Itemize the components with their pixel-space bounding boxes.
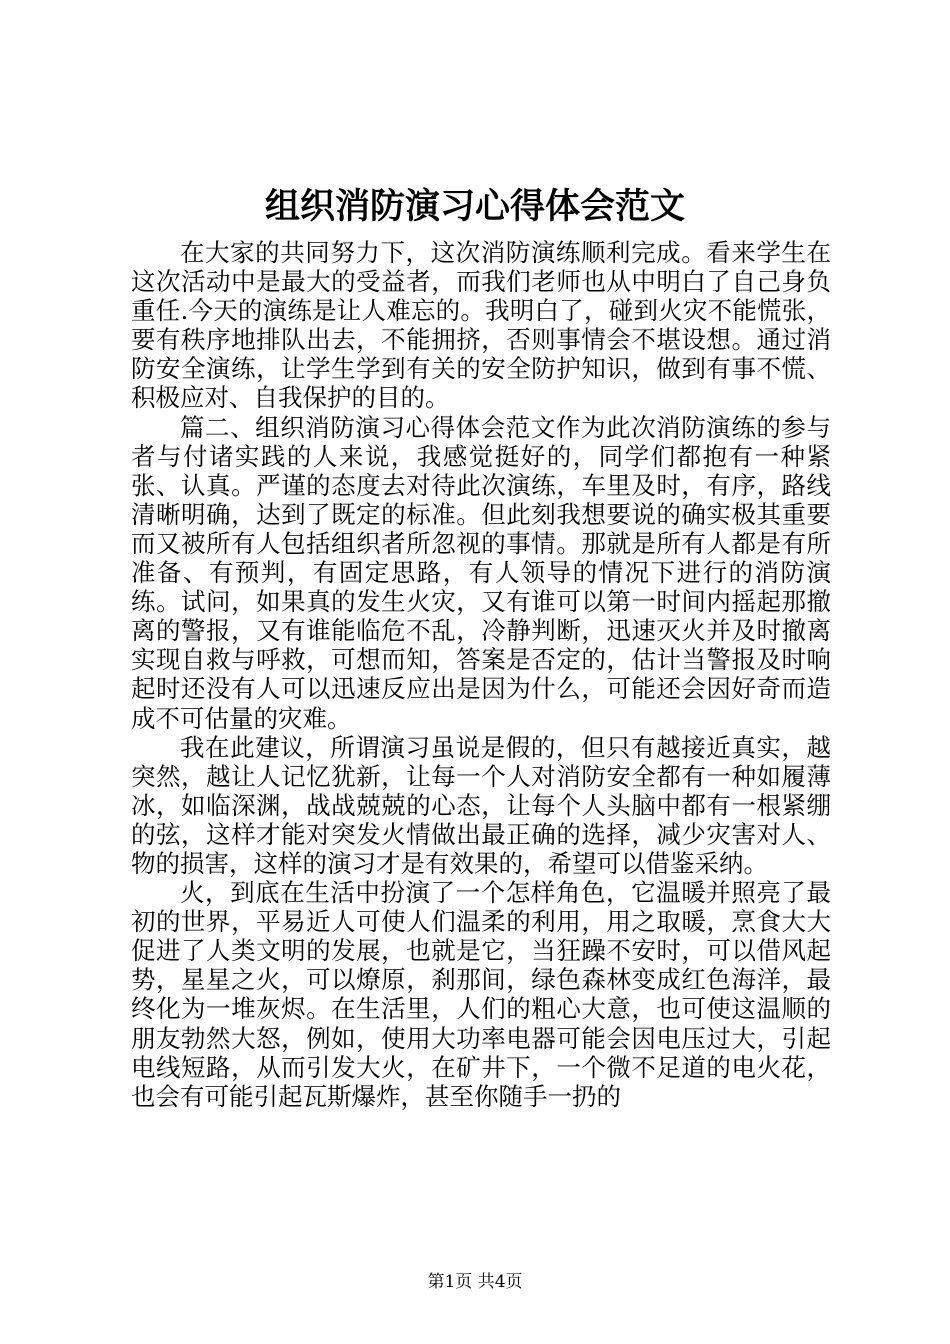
paragraph-1: 在大家的共同努力下，这次消防演练顺利完成。看来学生在这次活动中是最大的受益者，而我们老师也从中明白了自己身负重任.今天的演练是让人难忘的。我明白了，碰到火灾不能慌张，要有秩序地排队出去，不能拥挤，否则事情会不堪设想。通过消防安全演练，让学生学到有关的安全防护知识，做到有事不慌、积极应对、自我保护的目的。 [131, 238, 831, 413]
document-title: 组织消防演习心得体会范文 [264, 186, 685, 227]
page-number-footer: 第1页 共4页 [427, 1272, 523, 1292]
paragraph-2: 篇二、组织消防演习心得体会范文作为此次消防演练的参与者与付诸实践的人来说，我感觉挺好的，同学们都抱有一种紧张、认真。严谨的态度去对待此次演练，车里及时，有序，路线清晰明确，达到了既定的标准。但此刻我想要说的确实极其重要而又被所有人包括组织者所忽视的事情。那就是所有人都是有所准备、有预判，有固定思路，有人领导的情况下进行的消防演练。试问，如果真的发生火灾，又有谁可以第一时间内摇起那撤离的警报，又有谁能临危不乱，冷静判断，迅速灭火并及时撤离实现自救与呼救，可想而知，答案是否定的，估计当警报及时响起时还没有人可以迅速反应出是因为什么，可能还会因好奇而造成不可估量的灾难。 [131, 412, 831, 733]
paragraph-3: 我在此建议，所谓演习虽说是假的，但只有越接近真实，越突然，越让人记忆犹新，让每一个人对消防安全都有一种如履薄冰，如临深渊，战战兢兢的心态，让每个人头脑中都有一根紧绷的弦，这样才能对突发火情做出最正确的选择，减少灾害对人、物的损害，这样的演习才是有效果的，希望可以借鉴采纳。 [131, 732, 831, 878]
document-body [131, 238, 831, 1111]
paragraph-4: 火，到底在生活中扮演了一个怎样角色，它温暖并照亮了最初的世界，平易近人可使人们温柔的利用，用之取暖，烹食大大促进了人类文明的发展，也就是它，当狂躁不安时，可以借风起势，星星之火，可以燎原，刹那间，绿色森林变成红色海洋，最终化为一堆灰烬。在生活里，人们的粗心大意，也可使这温顺的朋友勃然大怒，例如，使用大功率电器可能会因电压过大，引起电线短路，从而引发大火，在矿井下，一个微不足道的电火花，也会有可能引起瓦斯爆炸，甚至你随手一扔的 [131, 878, 831, 1111]
